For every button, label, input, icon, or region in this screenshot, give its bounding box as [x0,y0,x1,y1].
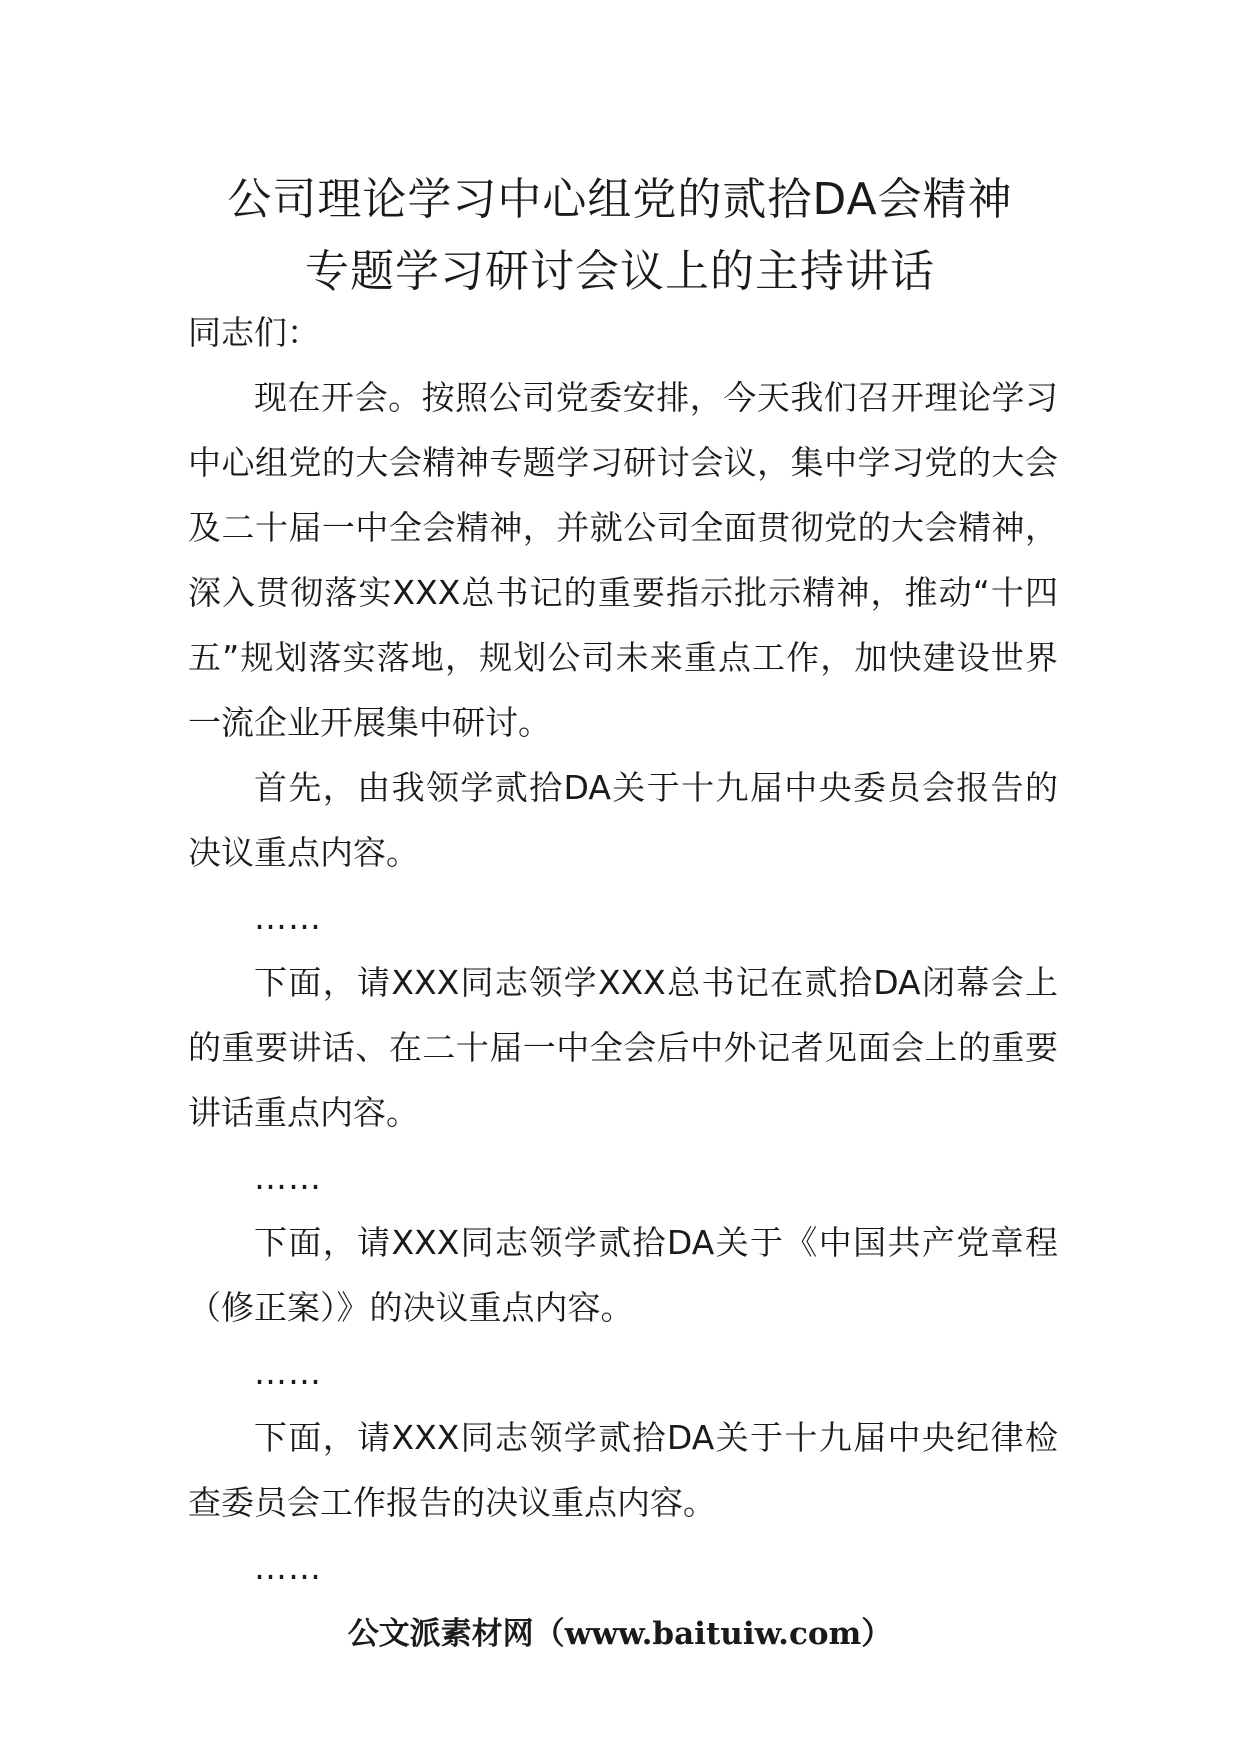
document-body [188,300,1058,1600]
ellipsis: …… [254,1158,322,1197]
ellipsis: …… [254,1548,322,1587]
document-title-line-2: 专题学习研讨会议上的主持讲话 [305,246,935,297]
paragraph-opening: 现在开会。按照公司党委安排，今天我们召开理论学习中心组党的大会精神专题学习研讨会议，集中学习党的大会及二十届一中全会精神，并就公司全面贯彻党的大会精神，深入贯彻落实XXX总书记的重要指示批示精神，推动“十四五”规划落实落地，规划公司未来重点工作，加快建设世界一流企业开展集中研讨。 [188,378,1058,742]
ellipsis: …… [254,1353,322,1392]
paragraph-second-study: 下面，请XXX同志领学XXX总书记在贰拾DA闭幕会上的重要讲话、在二十届一中全会后中外记者见面会上的重要讲话重点内容。 [188,963,1058,1132]
paragraph-first-study: 首先，由我领学贰拾DA关于十九届中央委员会报告的决议重点内容。 [188,768,1058,872]
paragraph-third-study: 下面，请XXX同志领学贰拾DA关于《中国共产党章程（修正案）》的决议重点内容。 [188,1223,1058,1327]
footer-watermark: 公文派素材网（www.baituiw.com） [347,1616,893,1652]
ellipsis: …… [254,898,322,937]
salutation: 同志们： [188,313,320,352]
document-title-line-1: 公司理论学习中心组党的贰拾DA会精神 [227,174,1013,225]
paragraph-fourth-study: 下面，请XXX同志领学贰拾DA关于十九届中央纪律检查委员会工作报告的决议重点内容。 [188,1418,1058,1522]
